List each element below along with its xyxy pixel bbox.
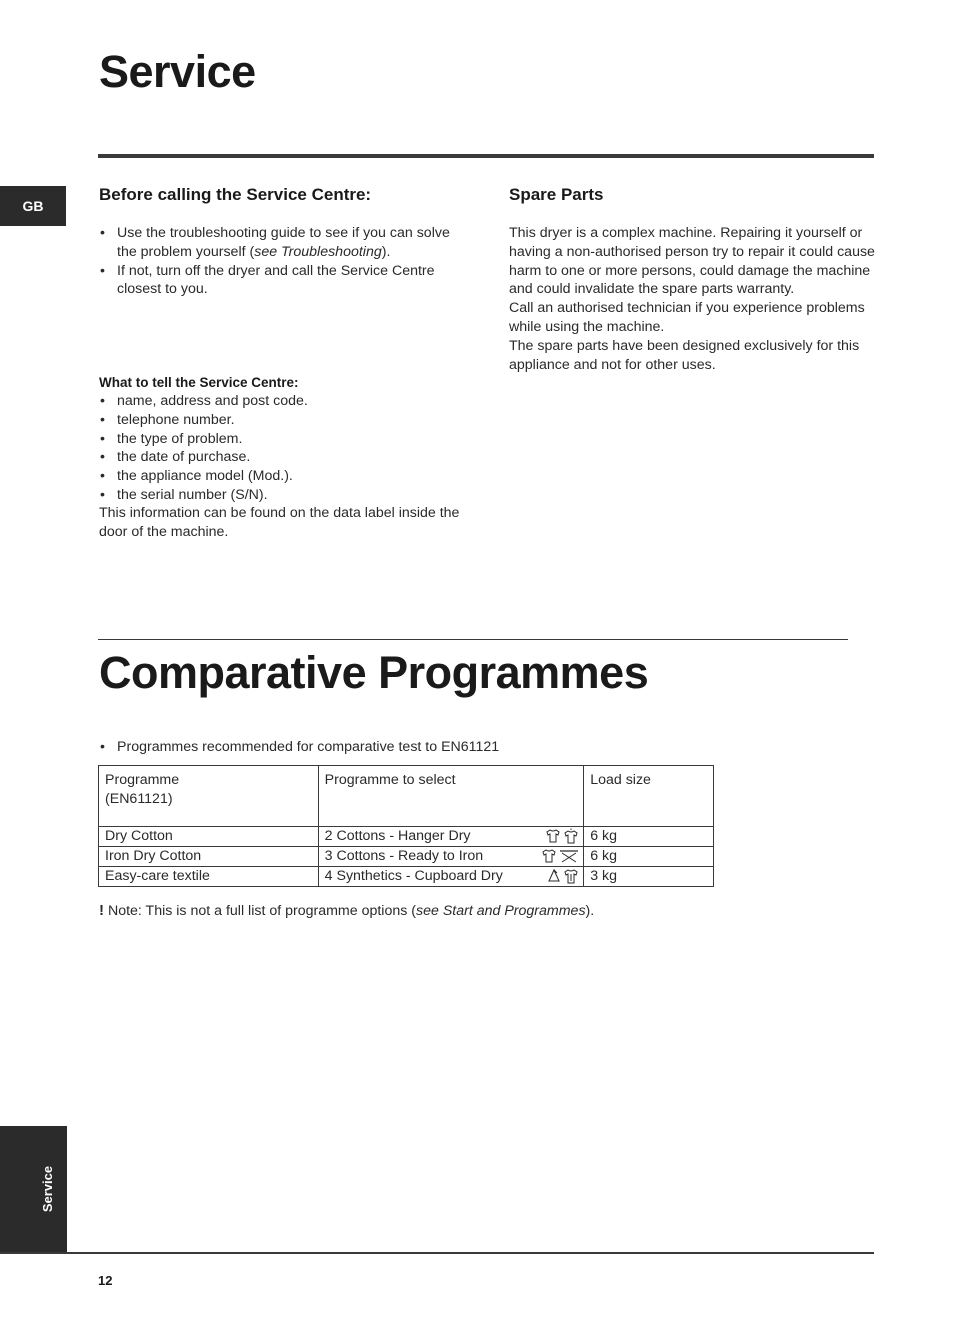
- before-calling-heading: Before calling the Service Centre:: [99, 185, 372, 204]
- spare-parts-paragraph: This dryer is a complex machine. Repairing it yourself or having a non-authorised person try to repair it could cause harm to one or more persons, could damage the machine and could invalidate the spare parts warranty.: [509, 225, 875, 298]
- load-cell: 6 kg: [584, 827, 714, 847]
- page-title: Service: [99, 46, 256, 97]
- section-tab[interactable]: [0, 1126, 67, 1254]
- column-header: Programme (EN61121): [99, 766, 319, 827]
- list-item: • the date of purchase.: [99, 448, 464, 467]
- footer-divider: [0, 1252, 874, 1254]
- warning-mark: !: [99, 902, 104, 919]
- spare-parts-paragraph: Call an authorised technician if you experience problems while using the machine.: [509, 300, 865, 335]
- table-row: [99, 867, 714, 887]
- column-header: Programme to select: [318, 766, 584, 827]
- list-item: • Programmes recommended for comparative test to EN61121: [99, 738, 699, 757]
- list-item: • the appliance model (Mod.).: [99, 467, 464, 486]
- list-item: • the serial number (S/N).: [99, 486, 464, 505]
- load-cell: 3 kg: [584, 867, 714, 887]
- programme-cell: Easy-care textile: [99, 867, 319, 887]
- programmes-note: ! Note: This is not a full list of programme options (see Start and Programmes).: [99, 902, 595, 919]
- select-cell: 3 Cottons - Ready to Iron: [318, 847, 584, 867]
- title-divider: [98, 154, 874, 158]
- programmes-table: [98, 765, 714, 887]
- shirt-icon: [545, 828, 561, 844]
- iron-icon: [559, 848, 579, 864]
- section-tab-label: Service: [40, 1165, 55, 1213]
- programme-cell: Iron Dry Cotton: [99, 847, 319, 867]
- cupboard-shirt-icon: [563, 868, 579, 885]
- list-item: • telephone number.: [99, 411, 464, 430]
- shirt-icon: [541, 848, 557, 864]
- list-item: • the type of problem.: [99, 430, 464, 449]
- list-item: • name, address and post code.: [99, 392, 464, 411]
- comparative-intro: [99, 738, 699, 757]
- spare-parts-heading: Spare Parts: [509, 185, 604, 204]
- page-number: 12: [98, 1273, 113, 1288]
- spare-parts-paragraph: The spare parts have been designed exclusively for this appliance and not for other uses.: [509, 337, 860, 373]
- programme-cell: Dry Cotton: [99, 827, 319, 847]
- data-label-info: This information can be found on the data label inside the door of the machine.: [99, 505, 460, 540]
- tell-service-heading: What to tell the Service Centre:: [99, 375, 299, 390]
- section-divider: [98, 639, 848, 640]
- table-header-row: [99, 766, 714, 827]
- select-cell: 4 Synthetics - Cupboard Dry: [318, 867, 584, 887]
- table-row: [99, 847, 714, 867]
- section-title: Comparative Programmes: [99, 647, 649, 698]
- select-cell: 2 Cottons - Hanger Dry: [318, 827, 584, 847]
- spare-parts-text: [509, 224, 877, 374]
- before-calling-list: [99, 224, 464, 299]
- start-programmes-link[interactable]: see Start and Programmes: [416, 903, 586, 919]
- tell-service-list: [99, 392, 464, 505]
- load-cell: 6 kg: [584, 847, 714, 867]
- hanger-shirt-icon: [563, 828, 579, 844]
- list-item: • Use the troubleshooting guide to see if you can solve the problem yourself (see Troubleshooting).: [99, 224, 464, 262]
- synthetic-icon: [547, 868, 561, 884]
- troubleshooting-link[interactable]: see Troubleshooting: [254, 243, 382, 260]
- list-item: • If not, turn off the dryer and call the Service Centre closest to you.: [99, 262, 464, 300]
- column-header: Load size: [584, 766, 714, 827]
- table-row: [99, 827, 714, 847]
- language-tab[interactable]: GB: [0, 186, 66, 226]
